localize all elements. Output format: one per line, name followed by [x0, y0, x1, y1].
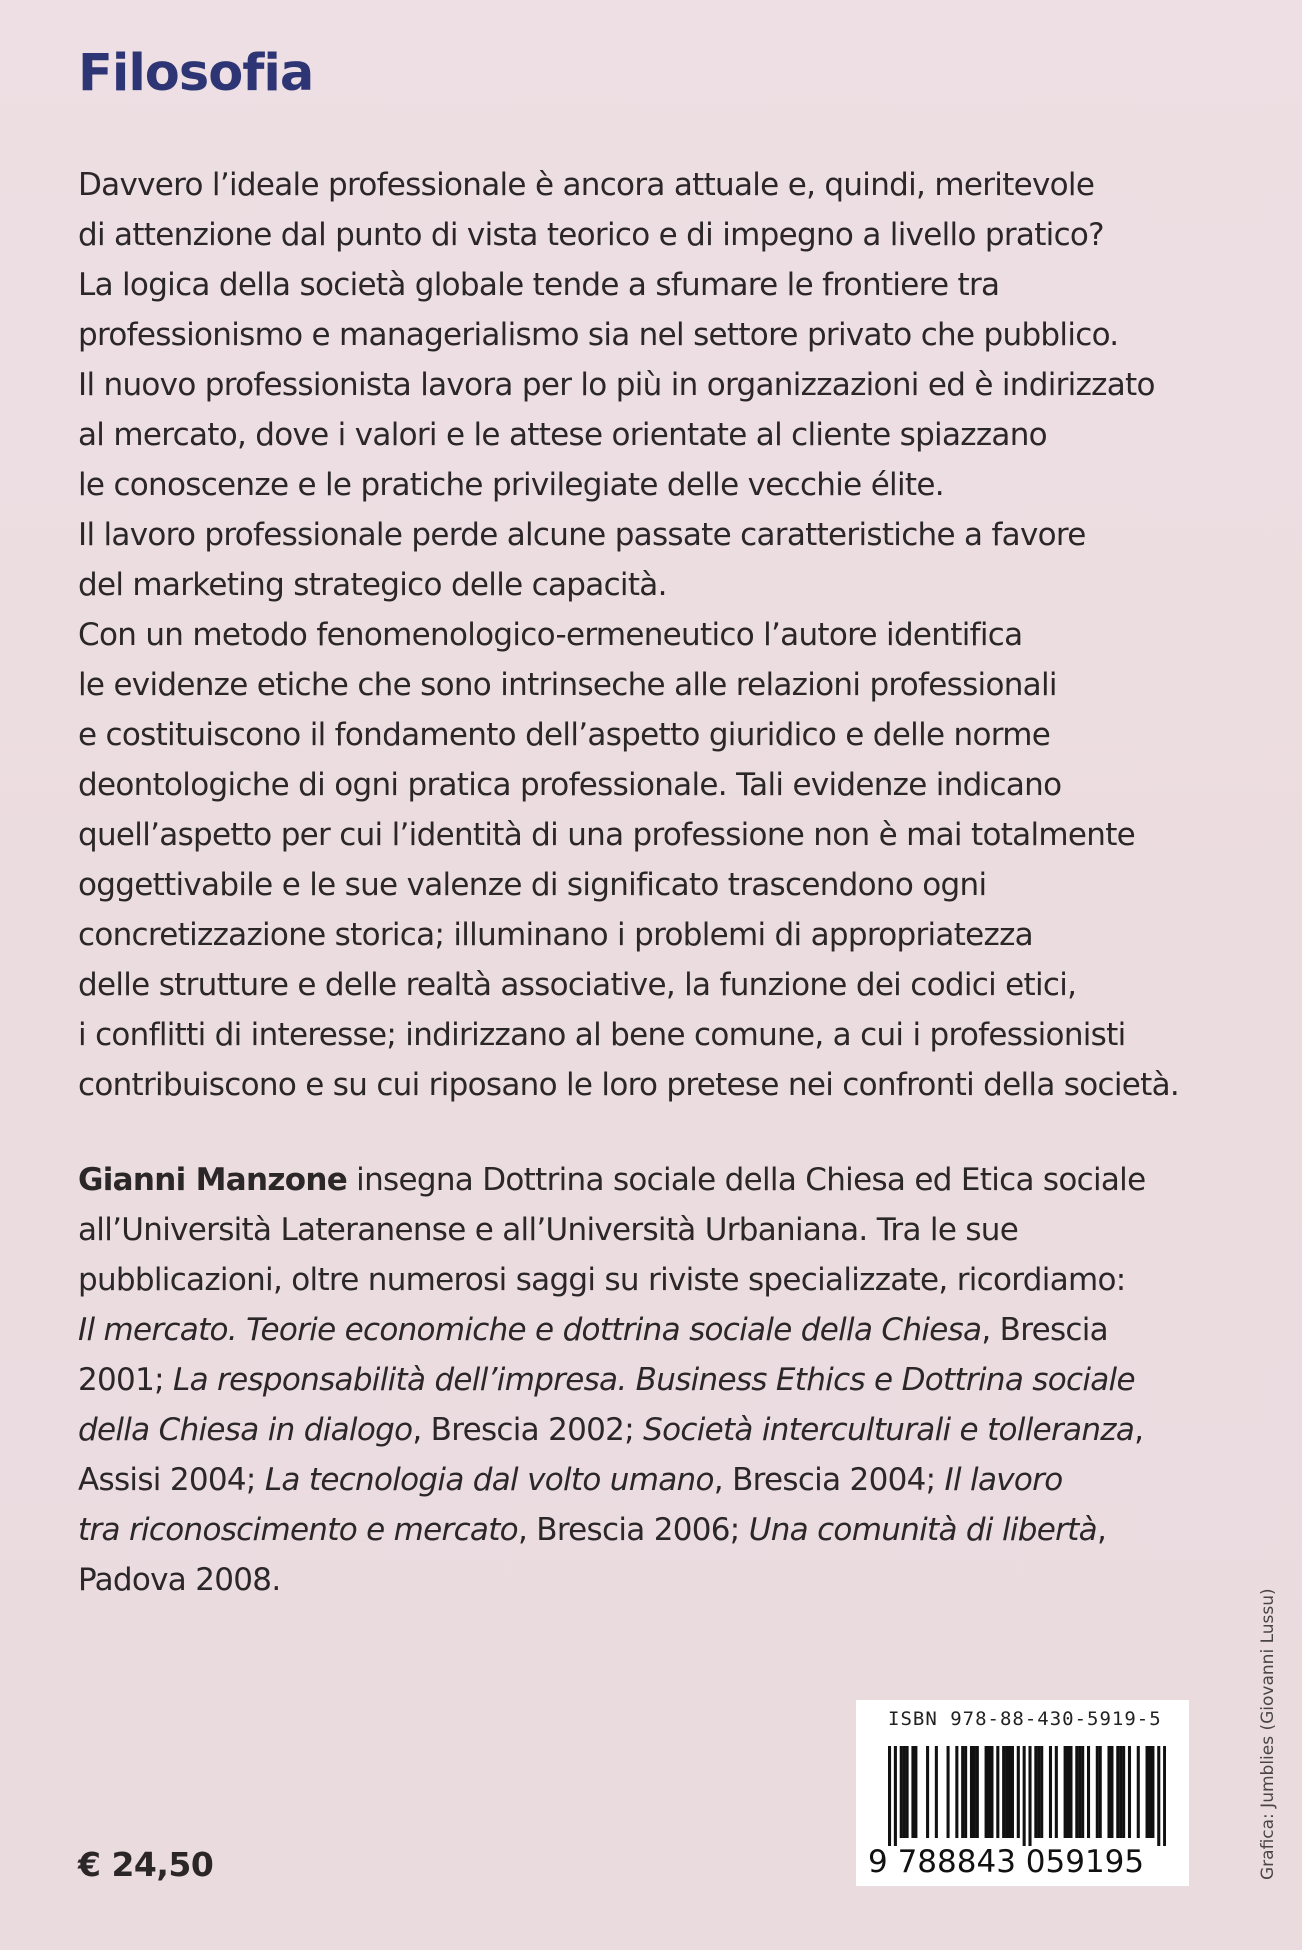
barcode-bar [1028, 1746, 1031, 1846]
book-title: La responsabilità dell’impresa. Business Ethics e Dottrina sociale [173, 1362, 1135, 1398]
bio-line [78, 1405, 1228, 1455]
barcode-bar [964, 1746, 967, 1838]
price: € 24,50 [78, 1845, 214, 1884]
description-line: Il nuovo professionista lavora per lo più in organizzazioni ed è indirizzato [78, 367, 1155, 403]
barcode-bar [970, 1746, 973, 1838]
barcode-bar [1081, 1746, 1084, 1838]
barcode-bar [888, 1746, 891, 1846]
barcode-bar [1069, 1746, 1072, 1838]
barcode-bar [990, 1746, 993, 1838]
description-text [78, 160, 1228, 1110]
barcode-bar [911, 1746, 914, 1838]
description-line: le conoscenze e le pratiche privilegiate delle vecchie élite. [78, 467, 944, 503]
description-line: oggettivabile e le sue valenze di significato trascendono ogni [78, 867, 987, 903]
bio-text: , Brescia 2004; [713, 1462, 945, 1498]
bio-text: , [1134, 1412, 1144, 1448]
barcode-bar [1008, 1746, 1011, 1838]
description-line: Davvero l’ideale professionale è ancora attuale e, quindi, meritevole [78, 167, 1095, 203]
barcode-bar [935, 1746, 938, 1838]
barcode-bar [1148, 1746, 1151, 1838]
barcode-bar [926, 1746, 929, 1838]
barcode-bar [947, 1746, 950, 1838]
bio-text: Assisi 2004; [78, 1462, 265, 1498]
bio-text: , Brescia [981, 1312, 1108, 1348]
barcode-bar [894, 1746, 897, 1846]
bio-text: , Brescia 2002; [412, 1412, 644, 1448]
barcode-bar [1099, 1746, 1102, 1838]
book-title: della Chiesa in dialogo [78, 1412, 413, 1448]
description-line: i conflitti di interesse; indirizzano al bene comune, a cui i professionisti [78, 1017, 1126, 1053]
barcode-bar [1075, 1746, 1078, 1838]
description-line: concretizzazione storica; illuminano i problemi di appropriatezza [78, 917, 1033, 953]
barcode-bar [900, 1746, 903, 1838]
book-title: tra riconoscimento e mercato [78, 1512, 518, 1548]
barcode-bar [955, 1746, 958, 1838]
author-name: Gianni Manzone [78, 1162, 348, 1198]
barcode-bar [1137, 1746, 1140, 1838]
description-line: e costituiscono il fondamento dell’aspetto giuridico e delle norme [78, 717, 1051, 753]
book-title: Società interculturali e tolleranza [643, 1412, 1135, 1448]
barcode-bar [1128, 1746, 1131, 1838]
barcode-bar [903, 1746, 906, 1838]
barcode-bar [1049, 1746, 1052, 1838]
barcode-bar [1023, 1746, 1026, 1846]
barcode-bar [1005, 1746, 1008, 1838]
barcode-bar [1146, 1746, 1149, 1838]
barcode-bar [996, 1746, 999, 1838]
barcode-bar [973, 1746, 976, 1838]
barcode-bar [985, 1746, 988, 1838]
barcode-bar [1055, 1746, 1058, 1838]
barcode-bar [1119, 1746, 1122, 1838]
ean-number: 9 788843 059195 [868, 1844, 1145, 1880]
isbn-label: ISBN 978-88-430-5919-5 [888, 1708, 1162, 1730]
barcode-bar [906, 1746, 909, 1838]
barcode-bar [914, 1746, 917, 1838]
barcode-bar [1122, 1746, 1125, 1838]
description-line: di attenzione dal punto di vista teorico e di impegno a livello pratico? [78, 217, 1104, 253]
author-bio [78, 1155, 1228, 1605]
barcode-bar [1067, 1746, 1070, 1838]
barcode-bar [1078, 1746, 1081, 1838]
barcode-bar [1096, 1746, 1099, 1838]
book-title: Una comunità di libertà [748, 1512, 1097, 1548]
barcode-bar [1116, 1746, 1119, 1838]
barcode-bars [888, 1746, 1166, 1846]
description-line: le evidenze etiche che sono intrinseche alle relazioni professionali [78, 667, 1057, 703]
bio-line [78, 1305, 1228, 1355]
book-title: La tecnologia dal volto umano [264, 1462, 714, 1498]
description-line: al mercato, dove i valori e le attese orientate al cliente spiazzano [78, 417, 1047, 453]
barcode-bar [1107, 1746, 1110, 1838]
bio-line: pubblicazioni, oltre numerosi saggi su riviste specializzate, ricordiamo: [78, 1262, 1126, 1298]
barcode-bar [961, 1746, 964, 1838]
barcode-bar [976, 1746, 979, 1838]
description-line: deontologiche di ogni pratica professionale. Tali evidenze indicano [78, 767, 1062, 803]
barcode-bar [1002, 1746, 1005, 1838]
bio-text: , [1096, 1512, 1107, 1548]
description-line: del marketing strategico delle capacità. [78, 567, 667, 603]
description-line: contribuiscono e su cui riposano le loro pretese nei confronti della società. [78, 1067, 1180, 1103]
bio-text: insegna Dottrina sociale della Chiesa ed Etica sociale [347, 1162, 1146, 1198]
barcode-bar [1064, 1746, 1067, 1838]
book-title: Il lavoro [944, 1462, 1063, 1498]
bio-line: Padova 2008. [78, 1562, 281, 1598]
description-line: quell’aspetto per cui l’identità di una professione non è mai totalmente [78, 817, 1136, 853]
barcode-bar [1087, 1746, 1090, 1838]
barcode-bar [1110, 1746, 1113, 1838]
description-line: professionismo e managerialismo sia nel settore privato che pubblico. [78, 317, 1119, 353]
category-title: Filosofia [78, 44, 314, 103]
barcode-bar [987, 1746, 990, 1838]
design-credit: Grafica: Jumblies (Giovanni Lussu) [1258, 1588, 1278, 1880]
bio-line [78, 1455, 1228, 1505]
bio-line: all’Università Lateranense e all’Università Urbaniana. Tra le sue [78, 1212, 1019, 1248]
book-title: Il mercato. Teorie economiche e dottrina sociale della Chiesa [78, 1312, 982, 1348]
barcode-bar [1037, 1746, 1040, 1838]
description-line: Il lavoro professionale perde alcune passate caratteristiche a favore [78, 517, 1086, 553]
barcode-bar [1017, 1746, 1020, 1838]
barcode-bar [1151, 1746, 1154, 1838]
bio-line [78, 1155, 1228, 1205]
description-line: Con un metodo fenomenologico-ermeneutico l’autore identifica [78, 617, 1023, 653]
barcode-bar [1157, 1746, 1160, 1846]
description-line: delle strutture e delle realtà associative, la funzione dei codici etici, [78, 967, 1077, 1003]
barcode-bar [1163, 1746, 1166, 1846]
barcode-bar [1011, 1746, 1014, 1838]
barcode-bar [1040, 1746, 1043, 1838]
bio-line [78, 1355, 1228, 1405]
bio-text: 2001; [78, 1362, 173, 1398]
bio-text: , Brescia 2006; [517, 1512, 749, 1548]
bio-line [78, 1505, 1228, 1555]
description-line: La logica della società globale tende a sfumare le frontiere tra [78, 267, 1000, 303]
barcode-bar [1034, 1746, 1037, 1838]
barcode-box [856, 1700, 1189, 1886]
